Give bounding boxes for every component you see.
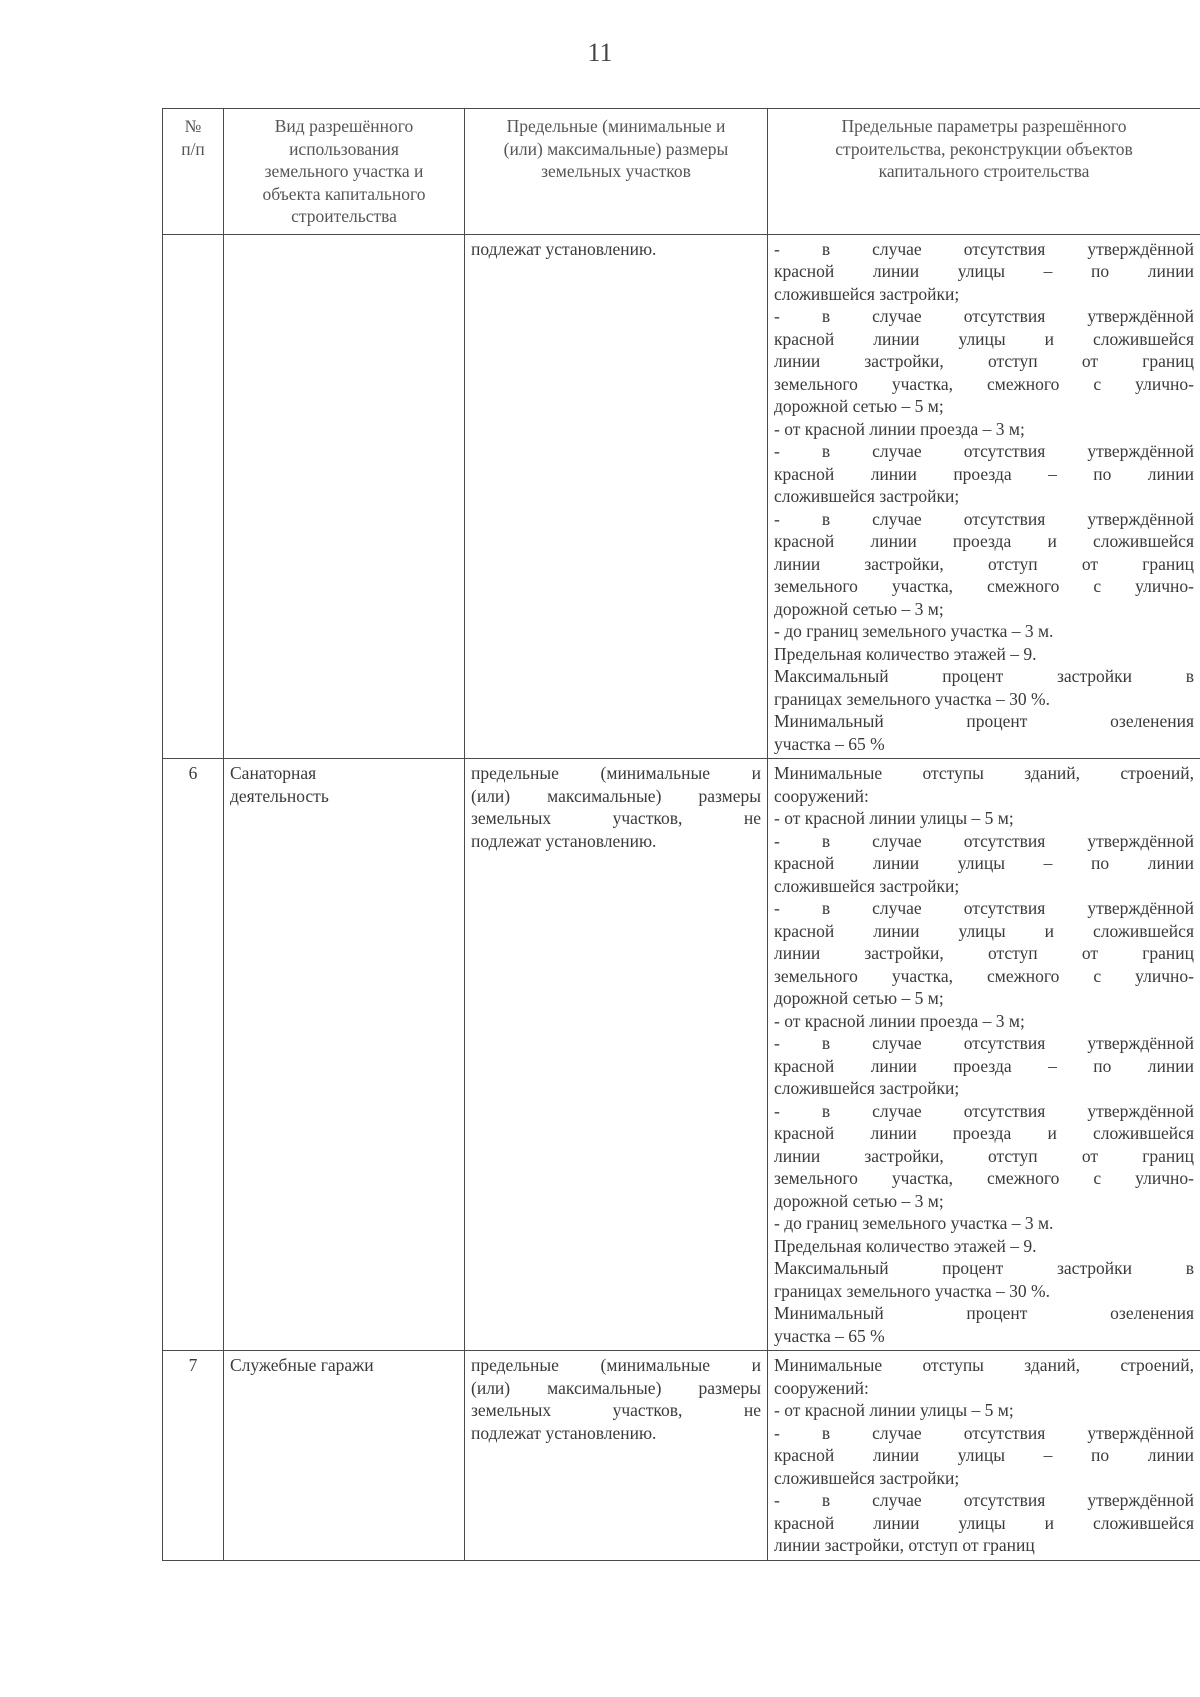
- table-header-row: [163, 109, 1200, 235]
- cell-text-line: дорожной сетью – 3 м;: [774, 1190, 944, 1211]
- use-type-cell: [224, 759, 465, 1351]
- header-text: Вид разрешённого: [274, 116, 414, 136]
- cell-text-line: - от красной линии проезда – 3 м;: [774, 1010, 1025, 1031]
- cell-text-line: земельного участка, смежного с улично-: [774, 576, 1194, 596]
- row-number: 6: [163, 759, 224, 1351]
- cell-text-line: Минимальные отступы зданий, строений,: [774, 763, 1194, 783]
- cell-text-line: предельные (минимальные и: [471, 763, 761, 783]
- cell-text-line: сложившейся застройки;: [774, 1078, 960, 1098]
- header-text: п/п: [181, 138, 205, 159]
- cell-text-line: - до границ земельного участка – 3 м.: [774, 621, 1054, 641]
- cell-text-line: земельных участков, не: [471, 1400, 761, 1420]
- cell-text-line: - в случае отсутствия утверждённой: [774, 508, 1194, 529]
- cell-text-line: - от красной линии улицы – 5 м;: [774, 1400, 1014, 1420]
- cell-text-line: сложившейся застройки;: [774, 1467, 960, 1488]
- cell-text-line: линии застройки, отступ от границ: [774, 943, 1194, 963]
- cell-text-line: (или) максимальные) размеры: [471, 1377, 761, 1398]
- header-plot-sizes: [465, 109, 768, 235]
- table-row: [163, 759, 1200, 1351]
- header-text: земельных участков: [541, 161, 691, 181]
- cell-text-line: - до границ земельного участка – 3 м.: [774, 1213, 1054, 1233]
- cell-text-line: Минимальный процент озеленения: [774, 1303, 1194, 1323]
- construction-params-cell: [768, 759, 1200, 1351]
- cell-text-line: подлежат установлению.: [471, 1422, 657, 1443]
- header-text: Предельные параметры разрешённого: [841, 116, 1127, 136]
- header-text: строительства, реконструкции объектов: [835, 138, 1133, 159]
- cell-text-line: подлежат установлению.: [471, 830, 657, 851]
- cell-text-line: сложившейся застройки;: [774, 283, 960, 304]
- cell-text-line: красной линии улицы – по линии: [774, 1445, 1194, 1465]
- cell-text-line: (или) максимальные) размеры: [471, 785, 761, 806]
- cell-text-line: дорожной сетью – 5 м;: [774, 396, 944, 416]
- table-body: [163, 234, 1200, 1560]
- cell-text-line: - от красной линии проезда – 3 м;: [774, 418, 1025, 439]
- cell-text-line: красной линии улицы – по линии: [774, 261, 1194, 281]
- cell-text-line: земельного участка, смежного с улично-: [774, 1168, 1194, 1188]
- cell-text-line: - в случае отсутствия утверждённой: [774, 830, 1194, 851]
- header-text: Предельные (минимальные и: [506, 116, 726, 136]
- cell-text-line: красной линии улицы и сложившейся: [774, 1512, 1194, 1533]
- cell-text-line: - в случае отсутствия утверждённой: [774, 1100, 1194, 1121]
- cell-text-line: линии застройки, отступ от границ: [774, 1145, 1194, 1166]
- cell-text-line: дорожной сетью – 5 м;: [774, 988, 944, 1008]
- cell-text-line: сооружений:: [774, 1377, 869, 1398]
- cell-text-line: - в случае отсутствия утверждённой: [774, 238, 1194, 259]
- cell-text-line: земельного участка, смежного с улично-: [774, 373, 1194, 394]
- cell-text-line: земельных участков, не: [471, 808, 761, 828]
- cell-text-line: деятельность: [230, 785, 329, 806]
- plot-sizes-cell: [465, 1351, 768, 1561]
- cell-text-line: линии застройки, отступ от границ: [774, 1535, 1035, 1555]
- cell-text-line: красной линии проезда и сложившейся: [774, 1123, 1194, 1143]
- cell-text-line: - в случае отсутствия утверждённой: [774, 1490, 1194, 1510]
- use-type-cell: [224, 234, 465, 759]
- use-type-cell: [224, 1351, 465, 1561]
- cell-text-line: красной линии улицы – по линии: [774, 853, 1194, 873]
- row-number: [163, 234, 224, 759]
- cell-text-line: красной линии улицы и сложившейся: [774, 328, 1194, 349]
- row-number: 7: [163, 1351, 224, 1561]
- cell-text-line: - в случае отсутствия утверждённой: [774, 306, 1194, 326]
- cell-text-line: предельные (минимальные и: [471, 1355, 761, 1375]
- table-row: [163, 234, 1200, 759]
- cell-text-line: - в случае отсутствия утверждённой: [774, 441, 1194, 461]
- cell-text-line: Предельная количество этажей – 9.: [774, 1235, 1037, 1256]
- header-text: №: [184, 116, 202, 136]
- cell-text-line: Санаторная: [230, 763, 317, 783]
- plot-sizes-cell: [465, 234, 768, 759]
- construction-params-cell: [768, 234, 1200, 759]
- cell-text-line: участка – 65 %: [774, 1325, 885, 1346]
- cell-text-line: участка – 65 %: [774, 733, 885, 754]
- cell-text-line: Предельная количество этажей – 9.: [774, 643, 1037, 664]
- header-text: объекта капитального: [262, 183, 426, 204]
- cell-text-line: линии застройки, отступ от границ: [774, 351, 1194, 371]
- cell-text-line: Максимальный процент застройки в: [774, 1258, 1194, 1278]
- cell-text-line: красной линии проезда – по линии: [774, 1055, 1194, 1076]
- cell-text-line: - от красной линии улицы – 5 м;: [774, 808, 1014, 828]
- cell-text-line: Максимальный процент застройки в: [774, 666, 1194, 686]
- header-construction-params: [768, 109, 1200, 235]
- header-text: (или) максимальные) размеры: [503, 138, 729, 159]
- header-number: [163, 109, 224, 235]
- cell-text-line: - в случае отсутствия утверждённой: [774, 898, 1194, 918]
- cell-text-line: красной линии проезда – по линии: [774, 463, 1194, 484]
- page-number: 11: [587, 38, 613, 67]
- table-row: [163, 1351, 1200, 1561]
- cell-text-line: границах земельного участка – 30 %.: [774, 688, 1050, 709]
- cell-text-line: красной линии улицы и сложившейся: [774, 920, 1194, 941]
- cell-text-line: сложившейся застройки;: [774, 875, 960, 896]
- cell-text-line: Служебные гаражи: [230, 1355, 374, 1375]
- cell-text-line: сооружений:: [774, 785, 869, 806]
- plot-sizes-cell: [465, 759, 768, 1351]
- header-text: использования: [289, 138, 399, 159]
- land-use-table: [162, 108, 1200, 1561]
- cell-text-line: сложившейся застройки;: [774, 486, 960, 506]
- cell-text-line: красной линии проезда и сложившейся: [774, 531, 1194, 551]
- header-text: земельного участка и: [264, 161, 424, 181]
- cell-text-line: - в случае отсутствия утверждённой: [774, 1033, 1194, 1053]
- cell-text-line: линии застройки, отступ от границ: [774, 553, 1194, 574]
- header-text: капитального строительства: [878, 161, 1090, 181]
- cell-text-line: подлежат установлению.: [471, 238, 657, 259]
- cell-text-line: земельного участка, смежного с улично-: [774, 965, 1194, 986]
- cell-text-line: дорожной сетью – 3 м;: [774, 598, 944, 619]
- header-use-type: [224, 109, 465, 235]
- construction-params-cell: [768, 1351, 1200, 1561]
- cell-text-line: - в случае отсутствия утверждённой: [774, 1422, 1194, 1443]
- header-text: строительства: [291, 206, 397, 226]
- cell-text-line: границах земельного участка – 30 %.: [774, 1280, 1050, 1301]
- cell-text-line: Минимальные отступы зданий, строений,: [774, 1355, 1194, 1375]
- cell-text-line: Минимальный процент озеленения: [774, 711, 1194, 731]
